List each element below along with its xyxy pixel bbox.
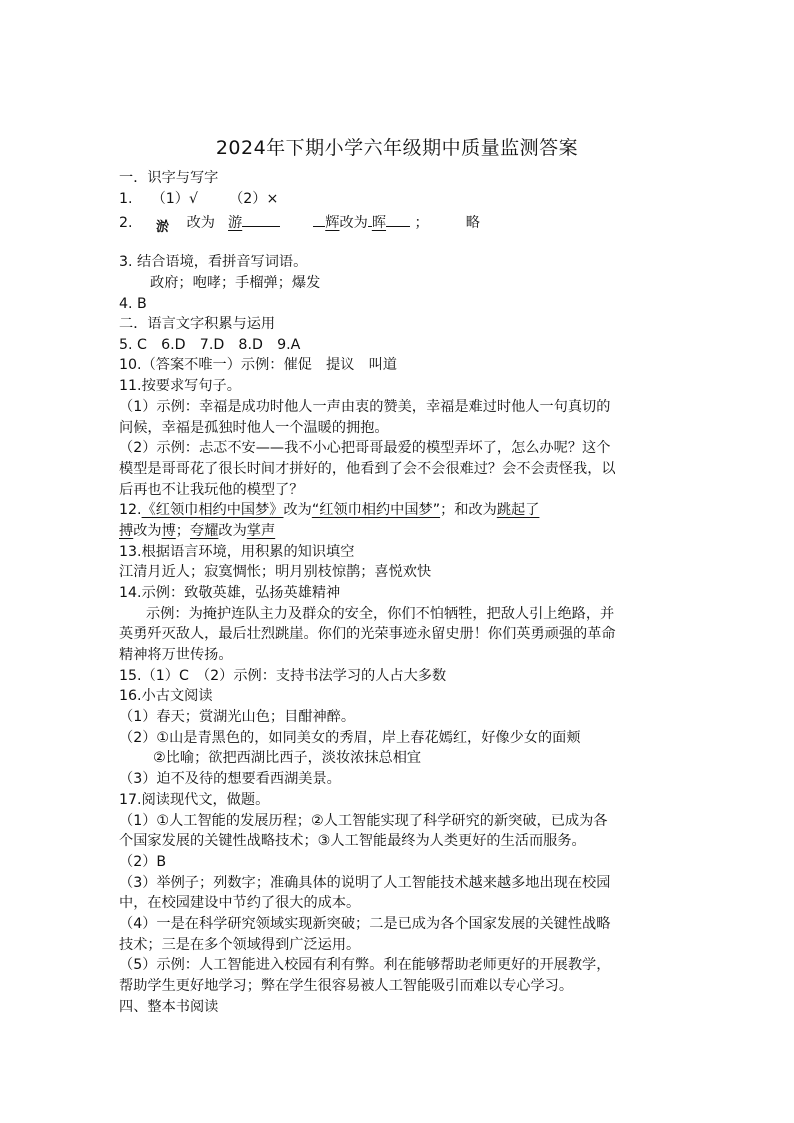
q17-5-line2: 帮助学生更好地学习；弊在学生很容易被人工智能吸引而难以专心学习。 — [119, 978, 574, 994]
q15-answer: 15.（1）C （2）示例：支持书法学习的人占大多数 — [119, 668, 447, 684]
section-1-heading: 一．识字与写字 — [119, 170, 219, 186]
q16-1-answer: （1）春天；赏湖光山色；目酣神醉。 — [119, 709, 356, 725]
q12-and-change: ；和改为 — [440, 502, 497, 518]
q16-2-line1: （2）①山是青黑色的，如同美女的秀眉，岸上春花嫣红，好像少女的面颊 — [119, 730, 581, 746]
q14-line2: 示例：为掩护连队主力及群众的安全，你们不怕牺牲，把敌人引上绝路，并 — [146, 606, 615, 622]
q2-blank2-lead — [313, 210, 325, 227]
q1-part1: （1）√ — [151, 191, 199, 207]
q17-3-line2: 中，在校园建设中节约了很大的成本。 — [119, 895, 361, 911]
q12-correct-word: 掌声 — [246, 523, 276, 539]
q12-wrong-word: 夸耀 — [190, 523, 219, 539]
q2-number: 2. — [119, 215, 133, 231]
q16-2-line2: ②比喻；欲把西湖比西子，淡妆浓抹总相宜 — [153, 750, 422, 766]
q17-2-answer: （2）B — [119, 854, 167, 870]
page-title: 2024年下期小学六年级期中质量监测答案 — [215, 137, 579, 159]
q3-answer: 政府；咆哮；手榴弹；爆发 — [150, 275, 321, 291]
q11-prompt: 11.按要求写句子。 — [119, 378, 241, 394]
q2-separator: ； — [414, 215, 429, 231]
q2-change1: 改为 — [186, 215, 215, 231]
q17-4-line1: （4）一是在科学研究领域实现新突破；二是已成为各个国家发展的关键性战略 — [119, 916, 611, 932]
q12-change-word: 改为 — [283, 502, 312, 518]
q17-1-line1: （1）①人工智能的发展历程；②人工智能实现了科学研究的新突破，已成为各 — [119, 813, 608, 829]
q2-blank1 — [242, 210, 280, 227]
q14-line4: 精神将万世传扬。 — [119, 647, 233, 663]
q2-omitted: 略 — [465, 215, 480, 231]
q11-2-line2: 模型是哥哥花了很长时间才拼好的，他看到了会不会很难过？会不会责怪我，以 — [119, 461, 616, 477]
q17-1-line2: 个国家发展的关键性战略技术；③人工智能最终为人类更好的生活而服务。 — [119, 833, 586, 849]
q13-prompt: 13.根据语言环境，用积累的知识填空 — [119, 544, 355, 560]
q12-change-word-3: 改为 — [218, 523, 247, 539]
q3-prompt: 3. 结合语境，看拼音写词语。 — [119, 254, 308, 270]
q2-answer — [119, 210, 480, 234]
q1-number: 1. — [119, 191, 133, 207]
q2-word2: 辉 — [325, 215, 340, 231]
q17-prompt: 17.阅读现代文，做题。 — [119, 792, 270, 808]
q12-line1 — [119, 500, 539, 521]
q10-answer: 10.（答案不唯一）示例：催促 提议 叫道 — [119, 357, 397, 373]
q16-prompt: 16.小古文阅读 — [119, 688, 213, 704]
q12-separator: ； — [175, 523, 190, 539]
q13-answer: 江清月近人；寂寞惆怅；明月别枝惊鹊；喜悦欢快 — [119, 564, 432, 580]
q1-part2: （2）× — [229, 191, 279, 207]
q11-1-line2: 问候，幸福是孤独时他人一个温暖的拥抱。 — [119, 420, 389, 436]
q12-number: 12. — [119, 502, 142, 518]
q2-word1: 淤 — [156, 220, 170, 235]
q2-answer2: 晖 — [371, 215, 387, 231]
q12-original-title: 《红领巾相约中国梦》 — [141, 502, 284, 518]
q4-answer: 4. B — [119, 296, 147, 312]
q12-corrected-title: “红领巾相约中国梦” — [311, 502, 441, 518]
q14-line3: 英勇歼灭敌人，最后壮烈跳崖。你们的光荣事迹永留史册！你们英勇顽强的革命 — [119, 626, 616, 642]
q11-1-line1: （1）示例：幸福是成功时他人一声由衷的赞美，幸福是难过时他人一句真切的 — [119, 399, 611, 415]
q12-corrected-verb: 跳起了 — [496, 502, 540, 518]
q2-blank3 — [386, 210, 410, 227]
q12-correct-char: 博 — [161, 523, 176, 539]
q12-wrong-char: 搏 — [119, 523, 134, 539]
section-4-heading: 四、整本书阅读 — [119, 999, 219, 1015]
q17-5-line1: （5）示例：人工智能进入校园有利有弊。利在能够帮助老师更好的开展教学， — [119, 957, 611, 973]
q14-line1: 14.示例：致敬英雄，弘扬英雄精神 — [119, 585, 341, 601]
q1-answer — [119, 189, 278, 210]
q2-answer1: 游 — [228, 215, 243, 231]
q2-change2: 改为 — [339, 215, 368, 231]
q12-change-word-2: 改为 — [133, 523, 162, 539]
section-2-heading: 二．语言文字积累与运用 — [119, 316, 276, 332]
q17-3-line1: （3）举例子；列数字；准确具体的说明了人工智能技术越来越多地出现在校园 — [119, 875, 611, 891]
q11-2-line1: （2）示例：忐忑不安——我不小心把哥哥最爱的模型弄坏了，怎么办呢？这个 — [119, 440, 611, 456]
q11-2-line3: 后再也不让我玩他的模型了？ — [119, 482, 304, 498]
q5-9-answers: 5. C 6.D 7.D 8.D 9.A — [119, 337, 301, 353]
q12-line2 — [119, 521, 275, 542]
q16-3-answer: （3）迫不及待的想要看西湖美景。 — [119, 771, 341, 787]
q17-4-line2: 技术；三是在多个领域得到广泛运用。 — [119, 937, 361, 953]
